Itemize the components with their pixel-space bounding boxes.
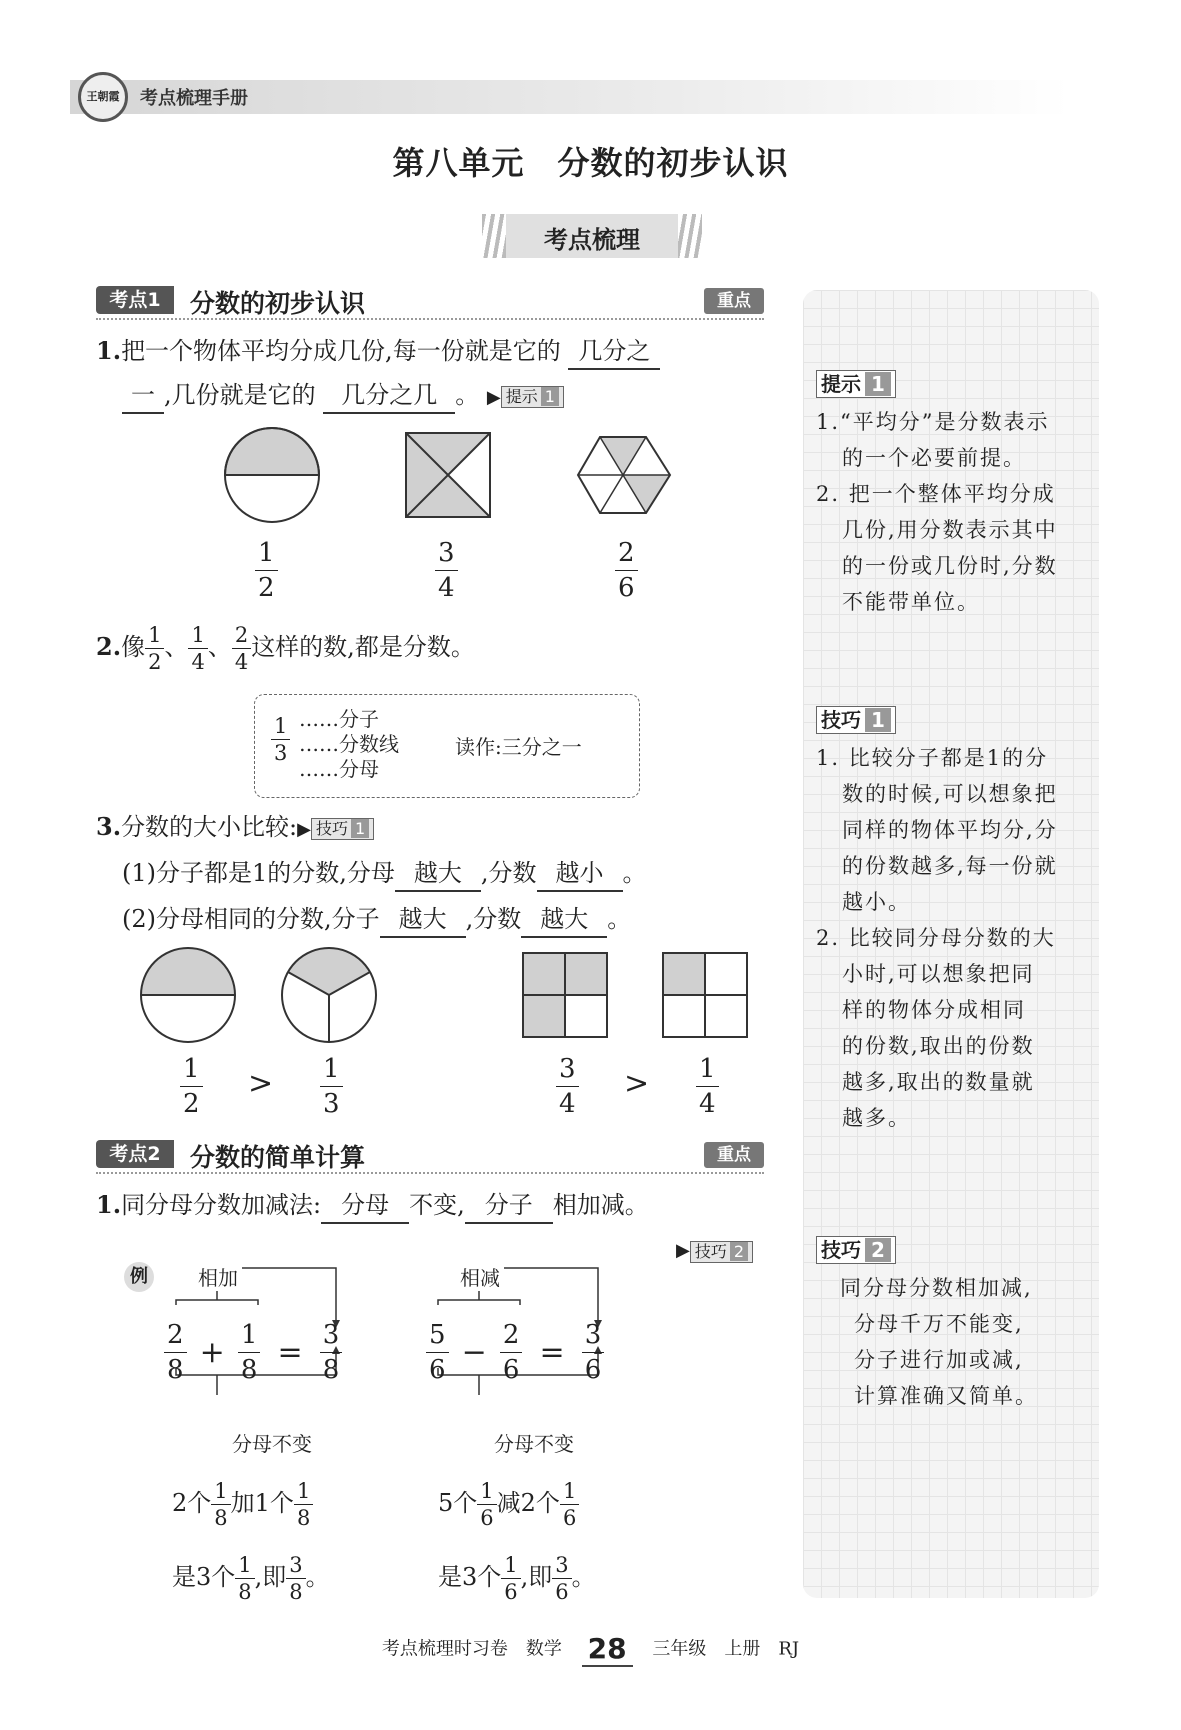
footer-left: 考点梳理时习卷 数学 [381,1638,562,1660]
half-circle-shape [225,428,319,522]
blank-6: 越大 [521,902,607,938]
compare-half-circle [141,948,235,1042]
blank-7: 分母 [321,1188,409,1224]
quarter-square-shape [406,433,490,517]
tip-1-text: 1.“平均分”是分数表示 的一个必要前提。 2. 把一个整体平均分成 几份,用分数表示其中 的一份或几份时,分数 不能带单位。 [816,410,1058,614]
box-line-label: ……分数线 [299,732,399,756]
footer-right: 三年级 上册 RJ [652,1638,800,1660]
skill-1-text: 1. 比较分子都是1的分 数的时候,可以想象把 同样的物体平均分,分 的份数越多,每一份就 越小。 2. 比较同分母分数的大 小时,可以想象把同 样的物体分成相同 的份数,取出的份数 越多,取出的数量就 越多。 [816,746,1058,1130]
compare-third-circle [282,948,376,1042]
example-label: 例 [124,1262,154,1292]
blank-8: 分子 [465,1188,553,1224]
ex1-bottom-label: 分母不变 [232,1432,312,1456]
ref-skill-1: 技巧 1 [311,818,374,840]
ex2-bottom-label: 分母不变 [494,1432,574,1456]
shape-fraction-3: $\frac{2}{6}$ [615,536,638,605]
kp1-badge: 重点 [704,288,764,314]
blank-2: 几分之几 [323,378,455,414]
ref-tip-1: 提示 1 [501,386,564,408]
kp2-ref: ▶ 技巧 2 [676,1240,753,1263]
page-title: 第八单元 分数的初步认识 [392,144,789,182]
box-numerator-label: ……分子 [299,707,379,731]
fraction-parts-box [254,694,640,798]
ex2-explain-1: 5个 $\frac{1}{6}$ 减2个 $\frac{1}{6}$ [438,1478,579,1531]
sidebar-skill-2 [816,1236,896,1264]
compare-fraction-2: $\frac{1}{3}$ [320,1052,343,1121]
compare-fraction-1: $\frac{1}{2}$ [180,1052,203,1121]
kp2-badge: 重点 [704,1142,764,1168]
kp2-title: 分数的简单计算 [190,1143,366,1172]
blank-1b: 一 [122,378,164,414]
kp1-item1-line1: 1.把一个物体平均分成几份,每一份就是它的 几分之 [96,334,660,370]
section-banner [482,214,702,258]
compare-shapes [130,945,770,1055]
shape-fraction-2: $\frac{3}{4}$ [435,536,458,605]
ex2-equation: $\frac{5}{6}$ − $\frac{2}{6}$ = $\frac{3}{6}$ [426,1318,604,1387]
ex1-equation: $\frac{2}{8}$ + $\frac{1}{8}$ = $\frac{3}{8}$ [164,1318,342,1387]
ex1-top-label: 相加 [194,1262,242,1291]
kp1-tag: 考点1 [96,286,174,314]
page-number: 28 [582,1632,633,1667]
ref-skill-2: 技巧 2 [690,1241,753,1263]
kp1-title: 分数的初步认识 [190,289,366,318]
kp1-item3-s2: (2)分母相同的分数,分子 越大 ,分数 越大 。 [122,902,631,938]
hexagon-shape [578,437,670,513]
compare-op-1: > [248,1066,274,1101]
blank-1: 几分之 [568,334,660,370]
banner-label: 考点梳理 [544,226,640,254]
ex1-explain-1: 2个 $\frac{1}{8}$ 加1个 $\frac{1}{8}$ [172,1478,313,1531]
kp2-tag: 考点2 [96,1140,174,1168]
box-read-as: 读作:三分之一 [455,735,582,759]
footer [0,1632,1181,1667]
skill-2-tag: 技巧 2 [816,1236,896,1264]
box-fraction: $\frac{1}{3}$ [271,713,290,766]
skill-1-tag: 技巧 1 [816,706,896,734]
blank-4: 越小 [537,856,623,892]
kp1-item2: 2.像 $\frac{1}{2}$ 、 $\frac{1}{4}$ 、 $\frac{2}{4}$ 这样的数,都是分数。 [96,623,475,674]
kp1-item3-s1: (1)分子都是1的分数,分母 越大 ,分数 越小 。 [122,856,647,892]
fraction-shapes [200,425,720,535]
blank-3: 越大 [395,856,481,892]
tip-1-tag: 提示 1 [816,370,896,398]
ex1-explain-2: 是3个 $\frac{1}{8}$ ,即 $\frac{3}{8}$ 。 [172,1553,330,1604]
shape-fraction-1: $\frac{1}{2}$ [255,536,278,605]
compare-op-2: > [624,1066,650,1101]
skill-2-text: 同分母分数相加减, 分母千万不能变, 分子进行加或减, 计算准确又简单。 [840,1276,1038,1408]
kp2-header [96,1138,764,1174]
kp1-item3: 3.分数的大小比较:▶ 技巧 1 [96,810,374,847]
sidebar-tip-1 [816,370,896,398]
compare-one-quarter-square [663,953,747,1037]
ex2-explain-2: 是3个 $\frac{1}{6}$ ,即 $\frac{3}{6}$ 。 [438,1553,596,1604]
box-denominator-label: ……分母 [299,757,379,781]
publisher-logo: 王朝霞 [78,72,128,122]
compare-fraction-4: $\frac{1}{4}$ [696,1052,719,1121]
kp1-header [96,284,764,320]
compare-fraction-3: $\frac{3}{4}$ [556,1052,579,1121]
book-title: 考点梳理手册 [140,88,248,109]
kp2-item1: 1.同分母分数加减法: 分母 不变, 分子 相加减。 [96,1188,649,1224]
compare-three-quarter-square [523,953,607,1037]
sidebar-skill-1 [816,706,896,734]
blank-5: 越大 [380,902,466,938]
ex2-top-label: 相减 [456,1262,504,1291]
kp1-item1-line2: 一 ,几份就是它的 几分之几 。 ▶ 提示 1 [122,378,564,415]
